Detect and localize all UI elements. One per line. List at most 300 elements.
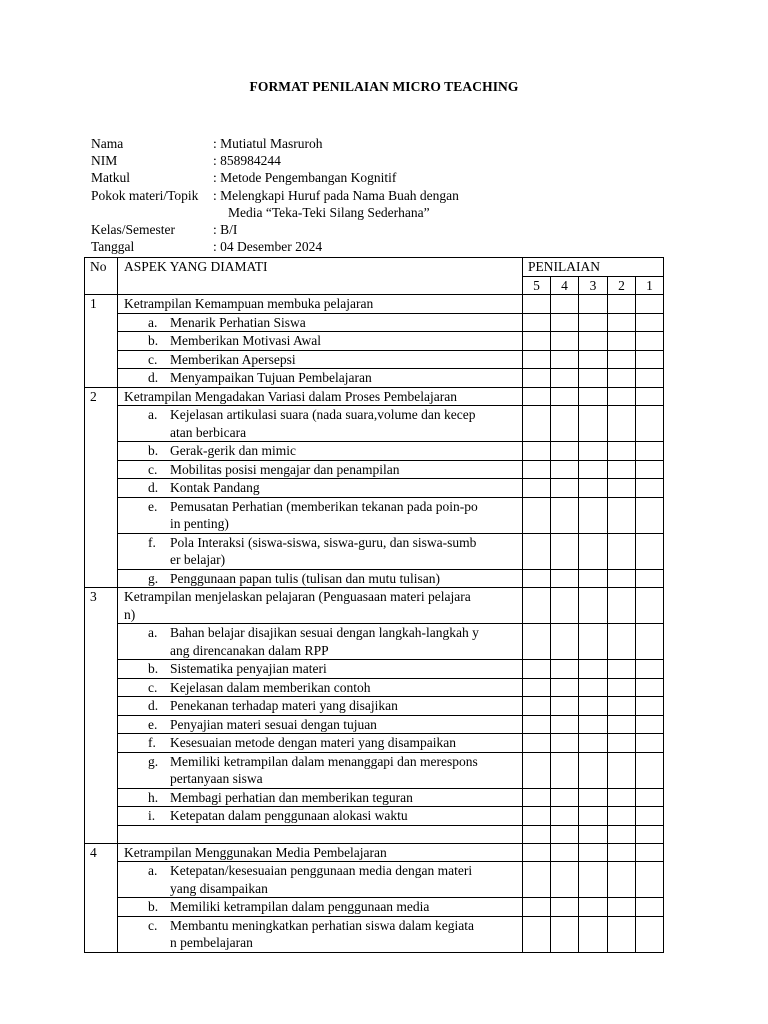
score-cell-4[interactable]: [551, 295, 579, 314]
score-cell-1[interactable]: [636, 697, 664, 716]
item-text: [118, 862, 522, 897]
item-text: [118, 498, 522, 533]
item-label: [170, 406, 518, 441]
score-cell-2[interactable]: [608, 406, 636, 442]
item-row: [85, 660, 664, 679]
item-text: [118, 789, 522, 807]
score-cell-2[interactable]: [608, 313, 636, 332]
score-cell-4[interactable]: [551, 862, 579, 898]
item-label: [170, 332, 518, 350]
score-cell-3[interactable]: [579, 369, 608, 388]
score-cell-1[interactable]: [636, 295, 664, 314]
score-header-2: 2: [608, 276, 636, 295]
score-cell-1[interactable]: [636, 916, 664, 952]
score-cell-2[interactable]: [608, 734, 636, 753]
info-row-pokok: [91, 187, 651, 204]
score-cell-4[interactable]: [551, 752, 579, 788]
section-row: [85, 387, 664, 406]
score-cell-5[interactable]: [523, 715, 551, 734]
score-cell-4[interactable]: [551, 624, 579, 660]
score-cell-1[interactable]: [636, 825, 664, 843]
item-label: [170, 498, 518, 533]
score-cell-5[interactable]: [523, 825, 551, 843]
item-label: [170, 624, 518, 659]
score-cell-5[interactable]: [523, 807, 551, 826]
section-row: [85, 588, 664, 624]
score-cell-1[interactable]: [636, 406, 664, 442]
item-label-line: Membantu meningkatkan perhatian siswa dalam kegiata: [170, 917, 475, 933]
item-label-line: Pola Interaksi (siswa-siswa, siswa-guru, dan siswa-sumb: [170, 534, 477, 550]
section-row: [85, 295, 664, 314]
score-cell-2[interactable]: [608, 715, 636, 734]
section-number: 2: [85, 387, 118, 588]
score-cell-4[interactable]: [551, 660, 579, 679]
table-header-row: [85, 258, 664, 277]
score-cell-2[interactable]: [608, 697, 636, 716]
score-cell-5[interactable]: [523, 697, 551, 716]
item-row: [85, 697, 664, 716]
section-title: [118, 387, 523, 406]
score-cell-1[interactable]: [636, 624, 664, 660]
score-cell-4[interactable]: [551, 350, 579, 369]
info-value: : 04 Desember 2024: [213, 239, 323, 255]
score-cell-2[interactable]: [608, 588, 636, 624]
score-cell-3[interactable]: [579, 313, 608, 332]
score-cell-2[interactable]: [608, 569, 636, 588]
item-label-line: Pemusatan Perhatian (memberikan tekanan pada poin-po: [170, 498, 478, 514]
score-cell-2[interactable]: [608, 350, 636, 369]
item-row: [85, 752, 664, 788]
item-label-line: Penggunaan papan tulis (tulisan dan mutu tulisan): [170, 570, 440, 586]
score-cell-4[interactable]: [551, 569, 579, 588]
score-cell-2[interactable]: [608, 843, 636, 862]
item-label-line: yang disampaikan: [170, 880, 268, 896]
item-label-line: Bahan belajar disajikan sesuai dengan langkah-langkah y: [170, 625, 479, 640]
score-cell-4[interactable]: [551, 497, 579, 533]
section-number: 1: [85, 295, 118, 388]
item-text: [118, 461, 522, 479]
item-cell: [118, 916, 523, 952]
score-cell-5[interactable]: [523, 369, 551, 388]
score-cell-1[interactable]: [636, 588, 664, 624]
item-cell: [118, 734, 523, 753]
item-marker: c.: [148, 351, 158, 367]
info-value: : 858984244: [213, 153, 281, 169]
score-cell-2[interactable]: [608, 916, 636, 952]
score-cell-2[interactable]: [608, 807, 636, 826]
item-cell: [118, 442, 523, 461]
item-label: [170, 753, 518, 788]
item-label: [170, 917, 518, 952]
header-no: No: [85, 258, 118, 295]
score-cell-3[interactable]: [579, 295, 608, 314]
item-cell: [118, 332, 523, 351]
item-row: [85, 313, 664, 332]
item-row: [85, 406, 664, 442]
info-row-tanggal: [91, 238, 651, 255]
score-cell-4[interactable]: [551, 460, 579, 479]
score-cell-5[interactable]: [523, 442, 551, 461]
item-label-line: Membagi perhatian dan memberikan teguran: [170, 789, 413, 805]
item-label-line: Mobilitas posisi mengajar dan penampilan: [170, 461, 400, 477]
score-cell-1[interactable]: [636, 442, 664, 461]
item-label-line: in penting): [170, 516, 229, 531]
score-cell-2[interactable]: [608, 442, 636, 461]
score-cell-4[interactable]: [551, 479, 579, 498]
score-cell-1[interactable]: [636, 660, 664, 679]
info-row-kelas: [91, 221, 651, 238]
score-cell-4[interactable]: [551, 843, 579, 862]
section-title-line: Ketrampilan Kemampuan membuka pelajaran: [124, 296, 374, 311]
score-cell-3[interactable]: [579, 660, 608, 679]
item-cell: [118, 569, 523, 588]
info-row-nim: [91, 152, 651, 169]
score-cell-2[interactable]: [608, 660, 636, 679]
item-label-line: pertanyaan siswa: [170, 771, 263, 786]
score-cell-2[interactable]: [608, 497, 636, 533]
item-cell: [118, 406, 523, 442]
item-label-line: Kejelasan artikulasi suara (nada suara,volume dan kecep: [170, 407, 476, 422]
item-row: [85, 788, 664, 807]
score-cell-2[interactable]: [608, 752, 636, 788]
score-cell-3[interactable]: [579, 843, 608, 862]
item-cell: [118, 862, 523, 898]
item-cell: [118, 624, 523, 660]
score-cell-3[interactable]: [579, 442, 608, 461]
item-marker: g.: [148, 570, 159, 586]
item-label: [170, 461, 518, 479]
info-label: Tanggal: [91, 239, 135, 255]
item-label-line: Memiliki ketrampilan dalam penggunaan media: [170, 899, 430, 914]
score-cell-4[interactable]: [551, 442, 579, 461]
identity-block: [91, 135, 651, 255]
score-cell-5[interactable]: [523, 734, 551, 753]
item-label: [170, 734, 518, 752]
score-cell-3[interactable]: [579, 916, 608, 952]
item-text: [118, 351, 522, 369]
item-marker: a.: [148, 407, 158, 422]
item-marker: a.: [148, 314, 158, 330]
score-cell-5[interactable]: [523, 588, 551, 624]
section-title-line: Ketrampilan Mengadakan Variasi dalam Proses Pembelajaran: [124, 388, 458, 404]
item-cell: [118, 715, 523, 734]
score-cell-5[interactable]: [523, 295, 551, 314]
item-text: [118, 807, 522, 825]
item-cell: [118, 369, 523, 388]
score-cell-1[interactable]: [636, 807, 664, 826]
header-penilaian: PENILAIAN: [523, 258, 664, 277]
score-cell-5[interactable]: [523, 752, 551, 788]
item-label: [170, 570, 518, 588]
section-number: 4: [85, 843, 118, 952]
score-cell-3[interactable]: [579, 788, 608, 807]
score-cell-2[interactable]: [608, 332, 636, 351]
info-value: : Mutiatul Masruroh: [213, 136, 323, 151]
score-cell-5[interactable]: [523, 569, 551, 588]
score-cell-2[interactable]: [608, 624, 636, 660]
score-cell-4[interactable]: [551, 533, 579, 569]
item-marker: i.: [148, 808, 156, 823]
info-value: : Metode Pengembangan Kognitif: [213, 170, 397, 186]
item-label-line: Ketepatan/kesesuaian penggunaan media dengan materi: [170, 863, 473, 878]
item-marker: d.: [148, 370, 159, 385]
score-cell-5[interactable]: [523, 406, 551, 442]
score-cell-4[interactable]: [551, 697, 579, 716]
section-number: 3: [85, 588, 118, 844]
score-cell-1[interactable]: [636, 332, 664, 351]
score-cell-1[interactable]: [636, 387, 664, 406]
item-label: [170, 442, 518, 460]
info-value: Media “Teka-Teki Silang Sederhana”: [228, 204, 430, 220]
score-cell-5[interactable]: [523, 862, 551, 898]
item-marker: e.: [148, 498, 158, 514]
score-cell-5[interactable]: [523, 788, 551, 807]
item-marker: f.: [148, 735, 156, 750]
item-label-line: Kejelasan dalam memberikan contoh: [170, 679, 371, 695]
item-cell: [118, 898, 523, 917]
score-cell-2[interactable]: [608, 533, 636, 569]
score-cell-2[interactable]: [608, 862, 636, 898]
score-cell-4[interactable]: [551, 715, 579, 734]
item-marker: c.: [148, 917, 158, 933]
item-label: [170, 789, 518, 807]
score-cell-2[interactable]: [608, 678, 636, 697]
score-cell-1[interactable]: [636, 533, 664, 569]
item-marker: e.: [148, 716, 158, 732]
score-cell-5[interactable]: [523, 678, 551, 697]
item-label-line: Sistematika penyajian materi: [170, 661, 327, 676]
item-row: [85, 332, 664, 351]
score-cell-1[interactable]: [636, 678, 664, 697]
score-cell-2[interactable]: [608, 460, 636, 479]
score-cell-3[interactable]: [579, 862, 608, 898]
score-cell-1[interactable]: [636, 313, 664, 332]
score-cell-3[interactable]: [579, 715, 608, 734]
item-cell: [118, 313, 523, 332]
score-cell-5[interactable]: [523, 497, 551, 533]
item-row: [85, 350, 664, 369]
info-label: Matkul: [91, 170, 130, 186]
item-text: [118, 660, 522, 678]
score-cell-3[interactable]: [579, 807, 608, 826]
info-value: : Melengkapi Huruf pada Nama Buah dengan: [213, 187, 459, 203]
item-label-line: Menyampaikan Tujuan Pembelajaran: [170, 370, 372, 385]
item-text: [118, 406, 522, 441]
score-cell-1[interactable]: [636, 843, 664, 862]
item-label-line: er belajar): [170, 552, 226, 567]
score-cell-1[interactable]: [636, 350, 664, 369]
score-cell-5[interactable]: [523, 332, 551, 351]
score-cell-1[interactable]: [636, 788, 664, 807]
score-cell-5[interactable]: [523, 350, 551, 369]
score-cell-1[interactable]: [636, 569, 664, 588]
score-cell-3[interactable]: [579, 825, 608, 843]
score-cell-4[interactable]: [551, 734, 579, 753]
score-cell-2[interactable]: [608, 295, 636, 314]
score-cell-3[interactable]: [579, 387, 608, 406]
score-cell-1[interactable]: [636, 369, 664, 388]
score-cell-2[interactable]: [608, 788, 636, 807]
score-cell-4[interactable]: [551, 825, 579, 843]
item-row: [85, 460, 664, 479]
item-row: [85, 442, 664, 461]
score-cell-4[interactable]: [551, 387, 579, 406]
score-header-4: 4: [551, 276, 579, 295]
item-cell: [118, 350, 523, 369]
score-cell-3[interactable]: [579, 460, 608, 479]
score-cell-1[interactable]: [636, 460, 664, 479]
item-label: [170, 807, 518, 825]
item-marker: a.: [148, 625, 158, 640]
item-marker: f.: [148, 534, 156, 550]
section-row: [85, 843, 664, 862]
info-row-nama: [91, 135, 651, 152]
item-cell: [118, 788, 523, 807]
score-cell-4[interactable]: [551, 588, 579, 624]
score-cell-5[interactable]: [523, 843, 551, 862]
score-cell-5[interactable]: [523, 313, 551, 332]
score-cell-4[interactable]: [551, 916, 579, 952]
score-cell-5[interactable]: [523, 916, 551, 952]
score-cell-2[interactable]: [608, 825, 636, 843]
item-text: [118, 534, 522, 569]
item-row: [85, 533, 664, 569]
item-label: [170, 534, 518, 569]
score-cell-5[interactable]: [523, 533, 551, 569]
item-text: [118, 679, 522, 697]
item-label: [170, 479, 518, 497]
score-cell-3[interactable]: [579, 624, 608, 660]
score-cell-4[interactable]: [551, 678, 579, 697]
item-label: [170, 716, 518, 734]
item-row: [85, 369, 664, 388]
score-cell-4[interactable]: [551, 406, 579, 442]
document-title: FORMAT PENILAIAN MICRO TEACHING: [249, 79, 519, 94]
item-cell: [118, 460, 523, 479]
item-label-line: Gerak-gerik dan mimic: [170, 443, 296, 458]
score-cell-3[interactable]: [579, 350, 608, 369]
score-cell-4[interactable]: [551, 807, 579, 826]
item-cell: [118, 752, 523, 788]
item-label-line: Ketepatan dalam penggunaan alokasi waktu: [170, 808, 408, 823]
score-cell-3[interactable]: [579, 569, 608, 588]
score-cell-4[interactable]: [551, 898, 579, 917]
item-label-line: Penyajian materi sesuai dengan tujuan: [170, 716, 377, 732]
score-cell-3[interactable]: [579, 588, 608, 624]
item-row: [85, 862, 664, 898]
item-label: [170, 862, 518, 897]
item-label-line: Penekanan terhadap materi yang disajikan: [170, 698, 398, 713]
item-row: [85, 825, 664, 843]
score-cell-5[interactable]: [523, 479, 551, 498]
score-cell-4[interactable]: [551, 788, 579, 807]
score-cell-4[interactable]: [551, 313, 579, 332]
score-cell-1[interactable]: [636, 734, 664, 753]
score-cell-1[interactable]: [636, 752, 664, 788]
item-cell: [118, 807, 523, 826]
info-label: Pokok materi/Topik: [91, 187, 199, 203]
score-cell-1[interactable]: [636, 479, 664, 498]
info-label: NIM: [91, 153, 118, 169]
item-text: [118, 917, 522, 952]
item-marker: a.: [148, 863, 158, 878]
score-cell-3[interactable]: [579, 332, 608, 351]
score-cell-4[interactable]: [551, 369, 579, 388]
info-label: Kelas/Semester: [91, 222, 175, 238]
item-label-line: Memberikan Motivasi Awal: [170, 333, 321, 348]
info-label: Nama: [91, 136, 124, 151]
score-cell-3[interactable]: [579, 898, 608, 917]
item-cell: [118, 678, 523, 697]
item-marker: h.: [148, 789, 159, 805]
score-cell-3[interactable]: [579, 678, 608, 697]
info-value: : B/I: [213, 222, 238, 238]
item-marker: d.: [148, 480, 159, 495]
item-label-line: ang direncanakan dalam RPP: [170, 642, 329, 658]
score-cell-2[interactable]: [608, 898, 636, 917]
item-marker: g.: [148, 753, 159, 769]
item-row: [85, 734, 664, 753]
score-cell-5[interactable]: [523, 660, 551, 679]
score-cell-3[interactable]: [579, 734, 608, 753]
score-cell-2[interactable]: [608, 479, 636, 498]
score-cell-3[interactable]: [579, 497, 608, 533]
item-label: [170, 660, 518, 678]
score-cell-3[interactable]: [579, 406, 608, 442]
score-cell-2[interactable]: [608, 387, 636, 406]
section-title: [118, 588, 523, 624]
item-row: [85, 715, 664, 734]
header-aspek: ASPEK YANG DIAMATI: [118, 258, 523, 295]
score-cell-5[interactable]: [523, 624, 551, 660]
item-marker: c.: [148, 461, 158, 477]
score-cell-1[interactable]: [636, 715, 664, 734]
score-cell-1[interactable]: [636, 898, 664, 917]
score-cell-5[interactable]: [523, 898, 551, 917]
score-cell-1[interactable]: [636, 497, 664, 533]
item-text: [118, 898, 522, 916]
item-text: [118, 369, 522, 387]
item-cell: [118, 697, 523, 716]
score-header-3: 3: [579, 276, 608, 295]
score-cell-5[interactable]: [523, 387, 551, 406]
item-row: [85, 898, 664, 917]
item-marker: b.: [148, 333, 159, 348]
score-cell-3[interactable]: [579, 479, 608, 498]
score-cell-5[interactable]: [523, 460, 551, 479]
section-title-line: Ketrampilan menjelaskan pelajaran (Penguasaan materi pelajara: [124, 589, 471, 604]
item-label: [170, 679, 518, 697]
item-label-line: Memiliki ketrampilan dalam menanggapi dan merespons: [170, 753, 478, 769]
item-label: [170, 369, 518, 387]
item-cell: [118, 533, 523, 569]
item-label-line: Kontak Pandang: [170, 480, 260, 495]
score-cell-1[interactable]: [636, 862, 664, 898]
section-title: [118, 295, 523, 314]
item-row: [85, 916, 664, 952]
info-row-pokok-continued: [91, 204, 651, 221]
score-cell-2[interactable]: [608, 369, 636, 388]
assessment-table: [84, 257, 664, 953]
score-cell-3[interactable]: [579, 697, 608, 716]
item-label-line: Menarik Perhatian Siswa: [170, 314, 306, 330]
item-row: [85, 569, 664, 588]
score-cell-3[interactable]: [579, 533, 608, 569]
score-cell-3[interactable]: [579, 752, 608, 788]
score-cell-4[interactable]: [551, 332, 579, 351]
item-label-line: n pembelajaran: [170, 935, 253, 950]
item-text: [118, 442, 522, 460]
